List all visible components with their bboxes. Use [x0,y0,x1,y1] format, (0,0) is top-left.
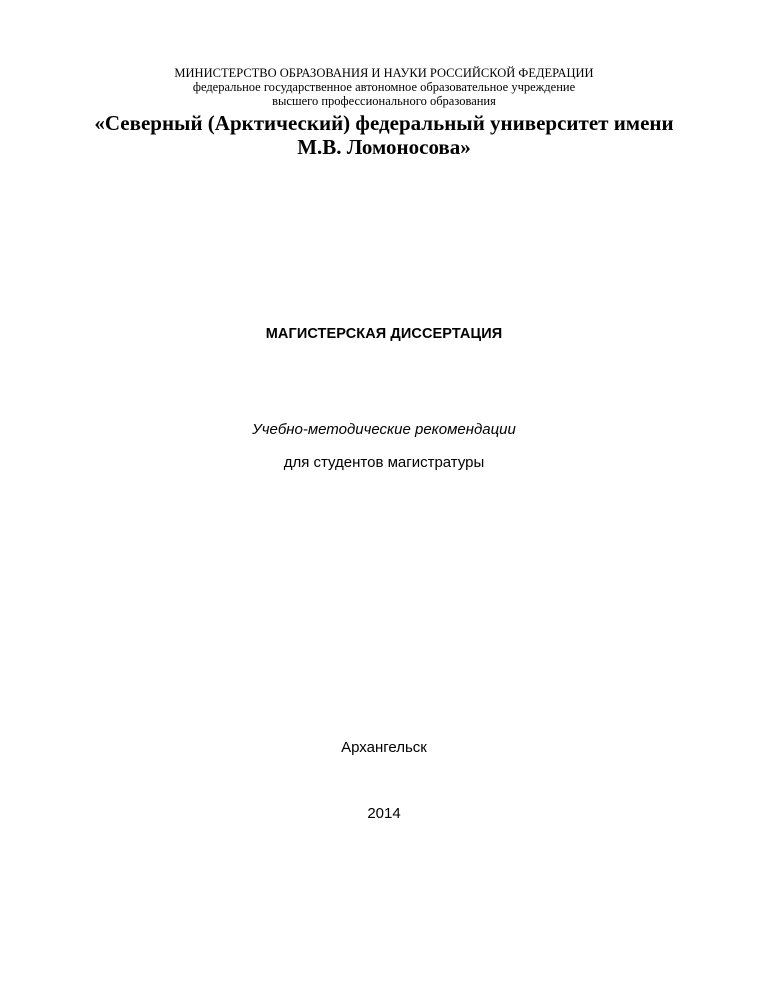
document-type-title: МАГИСТЕРСКАЯ ДИССЕРТАЦИЯ [265,326,503,342]
institution-type-line-2: высшего профессионального образования [272,94,496,108]
publication-year: 2014 [367,805,401,822]
institution-type-line-1: федеральное государственное автономное образовательное учреждение [192,80,576,94]
university-name-line-2: М.В. Ломоносова» [297,135,471,159]
university-name-line-1: «Северный (Арктический) федеральный университет имени [94,111,674,135]
document-audience: для студентов магистратуры [283,454,485,471]
document-subtitle: Учебно-методические рекомендации [252,421,516,438]
ministry-name: МИНИСТЕРСТВО ОБРАЗОВАНИЯ И НАУКИ РОССИЙСКОЙ ФЕДЕРАЦИИ [174,66,594,80]
publication-city: Архангельск [341,739,427,756]
